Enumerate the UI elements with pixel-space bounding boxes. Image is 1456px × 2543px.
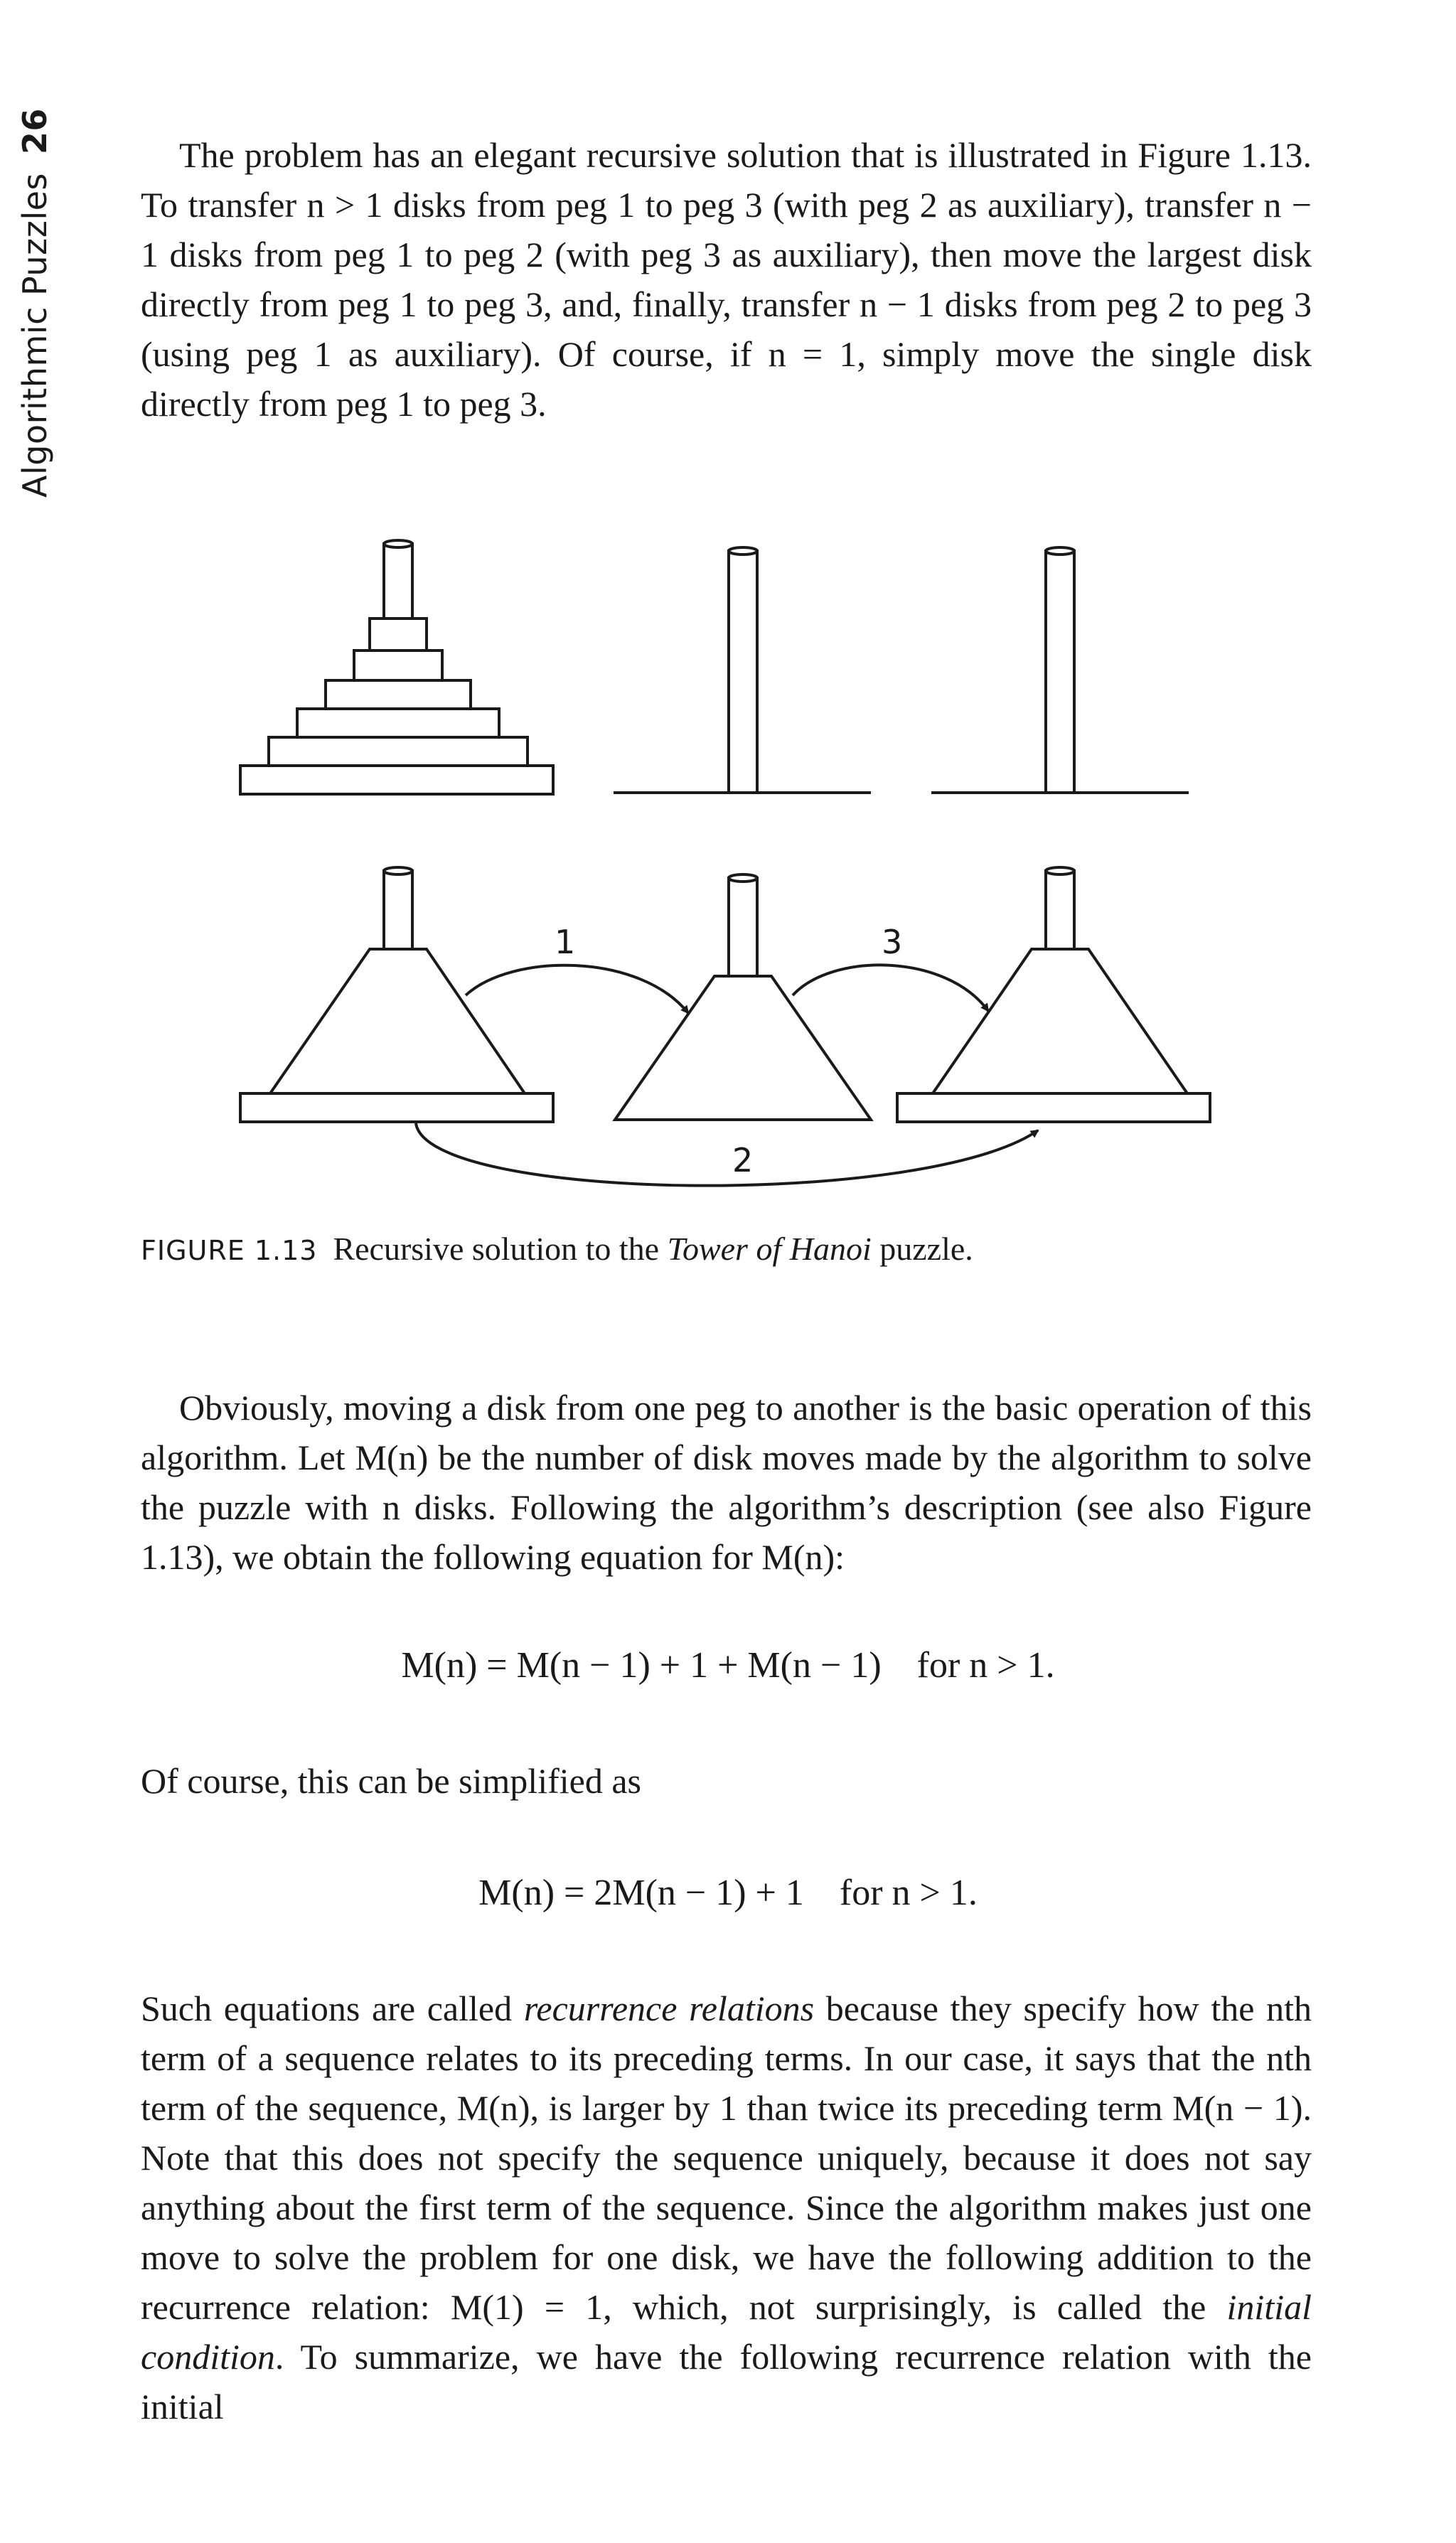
paragraph-intro-text: The problem has an elegant recursive solution that is illustrated in Figure 1.13. To transfer n > 1 disks from peg 1 to peg 3 (with peg 2 as auxiliary), transfer n − 1 disks from peg 1 to peg 2 (with peg 3 as auxiliary), then move the largest disk directly from peg 1 to peg 3, and, finally, transfer n − 1 disks from peg 2 to peg 3 (using peg 1 as auxiliary). Of course, if n = 1, simply move the single disk directly from peg 1 to peg 3.: [141, 135, 1312, 424]
equation-simplified-condition: for n > 1.: [839, 1873, 978, 1913]
figure-caption-title: Tower of Hanoi: [667, 1231, 872, 1267]
para4-part3: . To summarize, we have the following recurrence relation with the initial: [141, 2337, 1312, 2426]
initial-peg-3: [931, 547, 1189, 793]
move-arrow-1: [466, 965, 688, 1013]
equation-recurrence: [0, 1641, 1456, 1691]
term-initial-condition: initial condition: [141, 2287, 1312, 2377]
move-arrow-2: [416, 1123, 1038, 1186]
target-peg-with-stack: [897, 867, 1210, 1122]
equation-recurrence-expr: M(n) = M(n − 1) + 1 + M(n − 1): [401, 1645, 882, 1686]
term-recurrence-relations: recurrence relations: [523, 1988, 815, 2028]
paragraph-simplify-text: Of course, this can be simplified as: [141, 1761, 641, 1801]
equation-recurrence-condition: for n > 1.: [916, 1645, 1055, 1686]
move-arrow-3: [793, 965, 988, 1011]
source-peg-with-stack: [240, 867, 553, 1122]
equation-simplified: [0, 1868, 1456, 1918]
figure-caption: [141, 1230, 973, 1268]
paragraph-moves-text: Obviously, moving a disk from one peg to another is the basic operation of this algorithm. Let M(n) be the number of disk moves made by the algorithm to solve the puzzle with n disks. Following the algorithm’s description (see also Figure 1.13), we obtain the following equation for M(n):: [141, 1388, 1312, 1577]
tower-of-hanoi-figure: [0, 0, 1456, 1209]
page-number: 26: [16, 108, 54, 155]
paragraph-recurrence-relations-text: [141, 1983, 1312, 2431]
paragraph-moves: [141, 1383, 1312, 1582]
move-label-1: 1: [555, 923, 576, 961]
running-title: Algorithmic Puzzles: [16, 173, 54, 498]
figure-caption-prefix: Recursive solution to the: [333, 1231, 660, 1267]
paragraph-simplify: [141, 1756, 1312, 1806]
move-label-3: 3: [882, 923, 903, 961]
auxiliary-peg-with-stack: [615, 874, 871, 1120]
move-label-2: 2: [732, 1141, 754, 1179]
initial-peg-1-with-disks: [240, 540, 553, 794]
equation-simplified-expr: M(n) = 2M(n − 1) + 1: [478, 1873, 804, 1913]
para4-part2: because they specify how the nth term of a sequence relates to its preceding terms. In our case, it says that the nth term of the sequence, M(n), is larger by 1 than twice its preceding term M(n − 1). Note that this does not specify the sequence uniquely, because it does not say anything about the first term of the sequence. Since the algorithm makes just one move to solve the problem for one disk, we have the following addition to the recurrence relation: M(1) = 1, which, not surprisingly, is called the: [141, 1988, 1312, 2327]
figure-caption-suffix: puzzle.: [879, 1231, 973, 1267]
paragraph-recurrence-relations: [141, 1983, 1312, 2431]
para4-part1: Such equations are called: [141, 1988, 513, 2028]
initial-peg-2: [614, 547, 871, 793]
figure-caption-label: FIGURE 1.13: [141, 1235, 318, 1266]
